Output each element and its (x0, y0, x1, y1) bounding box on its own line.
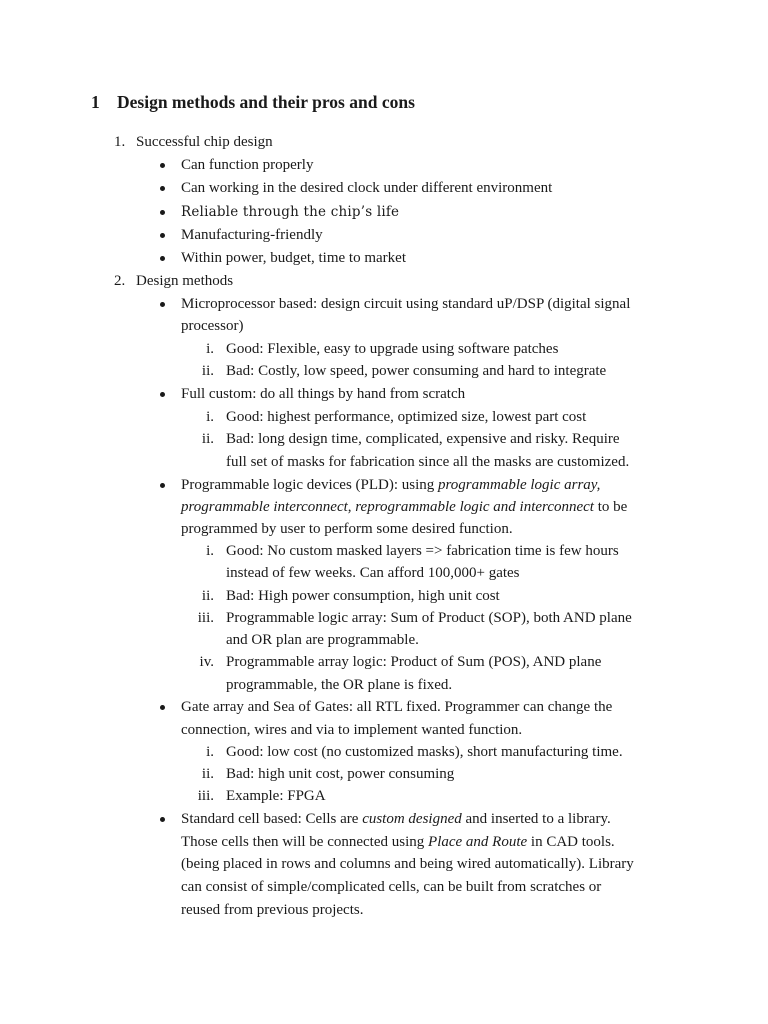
emphasis-text: Place and Route (428, 834, 528, 850)
sub-item-text: Example: FPGA (226, 788, 326, 804)
emphasis-text: custom designed (362, 811, 462, 827)
section-number: 1 (91, 92, 100, 112)
item-number: 1. (114, 134, 126, 150)
bullet-icon (160, 233, 165, 238)
bullet-text: Can function properly (181, 157, 314, 173)
bullet-text: Can working in the desired clock under different environment (181, 180, 553, 196)
sub-item-number: i. (206, 341, 214, 357)
bullet-icon (160, 186, 165, 191)
sub-item-text: Bad: high unit cost, power consuming (226, 766, 455, 782)
text-run: Standard cell based: Cells are (181, 811, 363, 827)
sub-item-text: Good: highest performance, optimized size, lowest part cost (226, 409, 587, 425)
bullet-icon (160, 256, 165, 261)
sub-item-text: programmable, the OR plane is fixed. (226, 677, 453, 693)
bullet-text (181, 474, 600, 496)
emphasis-text: programmable interconnect, reprogrammable logic and interconnect (181, 499, 594, 515)
sub-item-text: Bad: Costly, low speed, power consuming and hard to integrate (226, 363, 607, 379)
bullet-text: Gate array and Sea of Gates: all RTL fixed. Programmer can change the (181, 699, 613, 715)
sub-item-text: and OR plan are programmable. (226, 632, 419, 648)
bullet-icon (160, 302, 165, 307)
emphasis-text: programmable logic array, (438, 477, 601, 493)
bullet-icon (160, 705, 165, 710)
bullet-icon (160, 817, 165, 822)
bullet-text: Full custom: do all things by hand from scratch (181, 386, 466, 402)
text-run: and inserted to a library. (461, 811, 611, 827)
sub-item-number: ii. (201, 363, 214, 379)
bullet-text: Within power, budget, time to market (181, 250, 406, 266)
bullet-icon (160, 392, 165, 397)
sub-item-text: Bad: long design time, complicated, expensive and risky. Require (226, 431, 620, 447)
sub-item-number: i. (206, 543, 214, 559)
sub-item-number: i. (206, 744, 214, 760)
bullet-text: Manufacturing-friendly (181, 227, 323, 243)
bullet-text (181, 808, 611, 830)
bullet-text: can consist of simple/complicated cells, can be built from scratches or (181, 879, 602, 895)
bullet-text: programmed by user to perform some desired function. (181, 521, 513, 537)
item-number: 2. (114, 273, 126, 289)
sub-item-number: iii. (197, 610, 214, 626)
bullet-text: processor) (181, 318, 244, 334)
bullet-icon (160, 210, 165, 215)
text-run: to be (593, 499, 628, 515)
item-text: Successful chip design (136, 134, 273, 150)
text-run: Those cells then will be connected using (181, 834, 429, 850)
sub-item-text: Programmable array logic: Product of Sum (POS), AND plane (226, 654, 602, 670)
sub-item-text: full set of masks for fabrication since all the masks are customized. (226, 454, 630, 470)
section-title: Design methods and their pros and cons (117, 92, 415, 112)
bullet-text: Reliable through the chip’s life (181, 204, 400, 220)
sub-item-text: instead of few weeks. Can afford 100,000+ gates (226, 565, 520, 581)
sub-item-text: Good: low cost (no customized masks), short manufacturing time. (226, 744, 623, 760)
bullet-text: connection, wires and via to implement wanted function. (181, 722, 523, 738)
sub-item-text: Good: Flexible, easy to upgrade using software patches (226, 341, 559, 357)
bullet-text: Microprocessor based: design circuit using standard uP/DSP (digital signal (181, 296, 631, 312)
section-heading (91, 92, 415, 113)
text-run: in CAD tools. (527, 834, 615, 850)
text-run: Programmable logic devices (PLD): using (181, 477, 439, 493)
bullet-icon (160, 163, 165, 168)
sub-item-number: i. (206, 409, 214, 425)
sub-item-number: ii. (201, 766, 214, 782)
sub-item-number: ii. (201, 431, 214, 447)
sub-item-text: Programmable logic array: Sum of Product (SOP), both AND plane (226, 610, 632, 626)
sub-item-text: Good: No custom masked layers => fabrication time is few hours (226, 543, 619, 559)
sub-item-number: iv. (199, 654, 214, 670)
bullet-text: reused from previous projects. (181, 902, 364, 918)
bullet-icon (160, 483, 165, 488)
sub-item-number: iii. (197, 788, 214, 804)
item-text: Design methods (136, 273, 234, 289)
bullet-text: (being placed in rows and columns and being wired automatically). Library (181, 856, 634, 872)
bullet-text (181, 831, 615, 853)
sub-item-text: Bad: High power consumption, high unit cost (226, 588, 500, 604)
sub-item-number: ii. (201, 588, 214, 604)
bullet-text (181, 496, 627, 518)
